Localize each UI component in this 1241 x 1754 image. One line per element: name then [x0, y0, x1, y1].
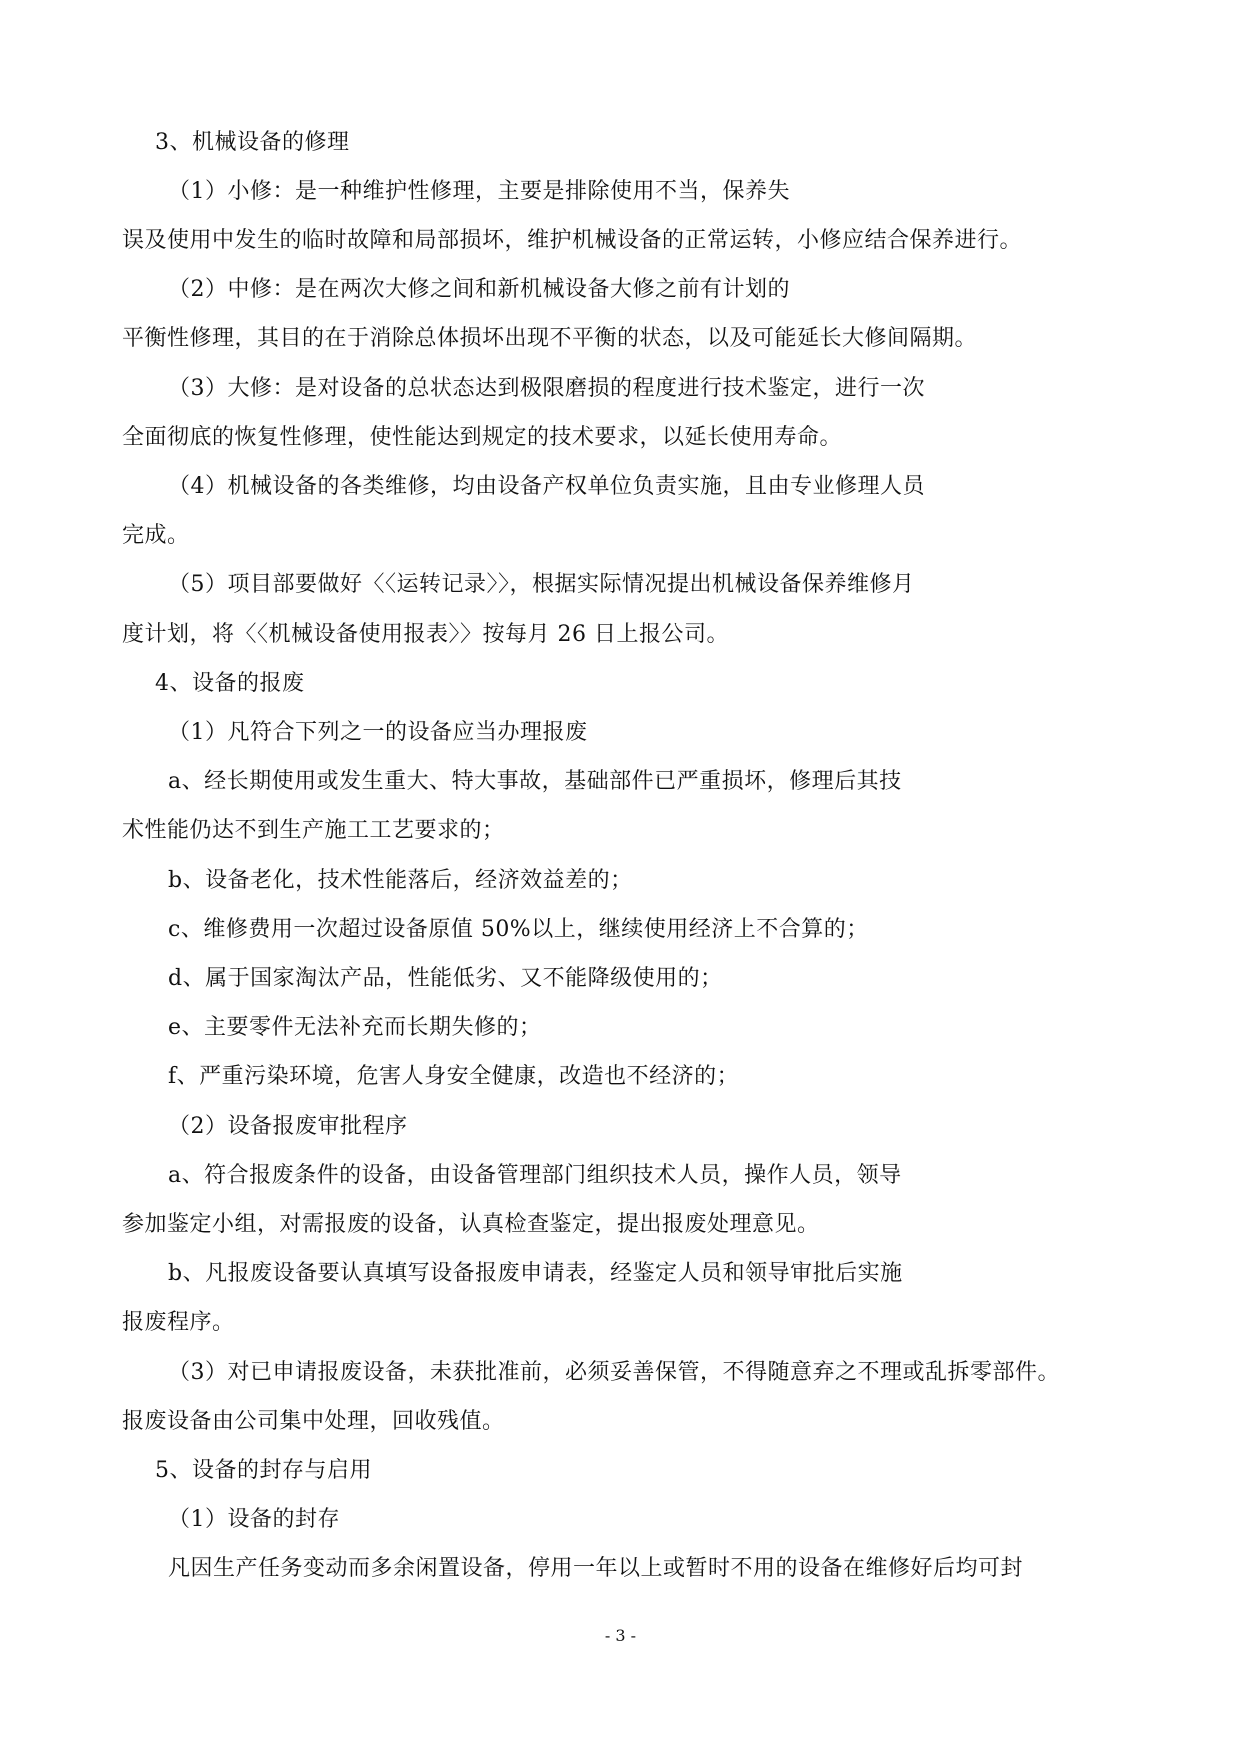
paragraph-line: （1）凡符合下列之一的设备应当办理报废	[168, 720, 588, 745]
paragraph-line: （4）机械设备的各类维修，均由设备产权单位负责实施，且由专业修理人员	[168, 474, 925, 499]
paragraph-line: b、设备老化，技术性能落后，经济效益差的；	[168, 868, 633, 893]
paragraph-line: （2）中修：是在两次大修之间和新机械设备大修之前有计划的	[168, 277, 790, 302]
paragraph-line: （1）小修：是一种维护性修理，主要是排除使用不当，保养失	[168, 179, 790, 204]
paragraph-line: （3）大修：是对设备的总状态达到极限磨损的程度进行技术鉴定，进行一次	[168, 376, 925, 401]
paragraph-line: （1）设备的封存	[168, 1507, 340, 1532]
paragraph-line: 完成。	[122, 523, 190, 548]
paragraph-line: 平衡性修理，其目的在于消除总体损坏出现不平衡的状态，以及可能延长大修间隔期。	[122, 326, 978, 351]
paragraph-line: 凡因生产任务变动而多余闲置设备，停用一年以上或暂时不用的设备在维修好后均可封	[168, 1556, 1024, 1581]
paragraph-line: （2）设备报废审批程序	[168, 1114, 408, 1139]
section-heading-equipment-scrapping: 4、设备的报废	[155, 671, 305, 696]
paragraph-line: a、经长期使用或发生重大、特大事故，基础部件已严重损坏，修理后其技	[168, 769, 902, 794]
paragraph-line: c、维修费用一次超过设备原值 50%以上，继续使用经济上不合算的；	[168, 917, 869, 942]
paragraph-line: 度计划，将〈〈机械设备使用报表〉〉按每月 26 日上报公司。	[122, 622, 729, 647]
section-heading-machinery-repair: 3、机械设备的修理	[155, 130, 350, 155]
paragraph-line: 报废程序。	[122, 1310, 235, 1335]
paragraph-line: （5）项目部要做好〈〈运转记录〉〉，根据实际情况提出机械设备保养维修月	[168, 572, 915, 597]
paragraph-line: f、严重污染环境，危害人身安全健康，改造也不经济的；	[168, 1064, 740, 1089]
section-heading-equipment-storage: 5、设备的封存与启用	[155, 1458, 372, 1483]
paragraph-line: 参加鉴定小组，对需报废的设备，认真检查鉴定，提出报废处理意见。	[122, 1212, 820, 1237]
paragraph-line: 误及使用中发生的临时故障和局部损坏，维护机械设备的正常运转，小修应结合保养进行。	[122, 228, 1023, 253]
paragraph-line: 全面彻底的恢复性修理，使性能达到规定的技术要求，以延长使用寿命。	[122, 425, 843, 450]
paragraph-line: e、主要零件无法补充而长期失修的；	[168, 1015, 542, 1040]
paragraph-line: （3）对已申请报废设备，未获批准前，必须妥善保管，不得随意弃之不理或乱拆零部件。	[168, 1360, 1061, 1385]
page-number: - 3 -	[604, 1626, 637, 1645]
paragraph-line: b、凡报废设备要认真填写设备报废申请表，经鉴定人员和领导审批后实施	[168, 1261, 903, 1286]
paragraph-line: 术性能仍达不到生产施工工艺要求的；	[122, 818, 505, 843]
paragraph-line: d、属于国家淘汰产品，性能低劣、又不能降级使用的；	[168, 966, 723, 991]
paragraph-line: a、符合报废条件的设备，由设备管理部门组织技术人员，操作人员，领导	[168, 1163, 902, 1188]
paragraph-line: 报废设备由公司集中处理，回收残值。	[122, 1409, 505, 1434]
